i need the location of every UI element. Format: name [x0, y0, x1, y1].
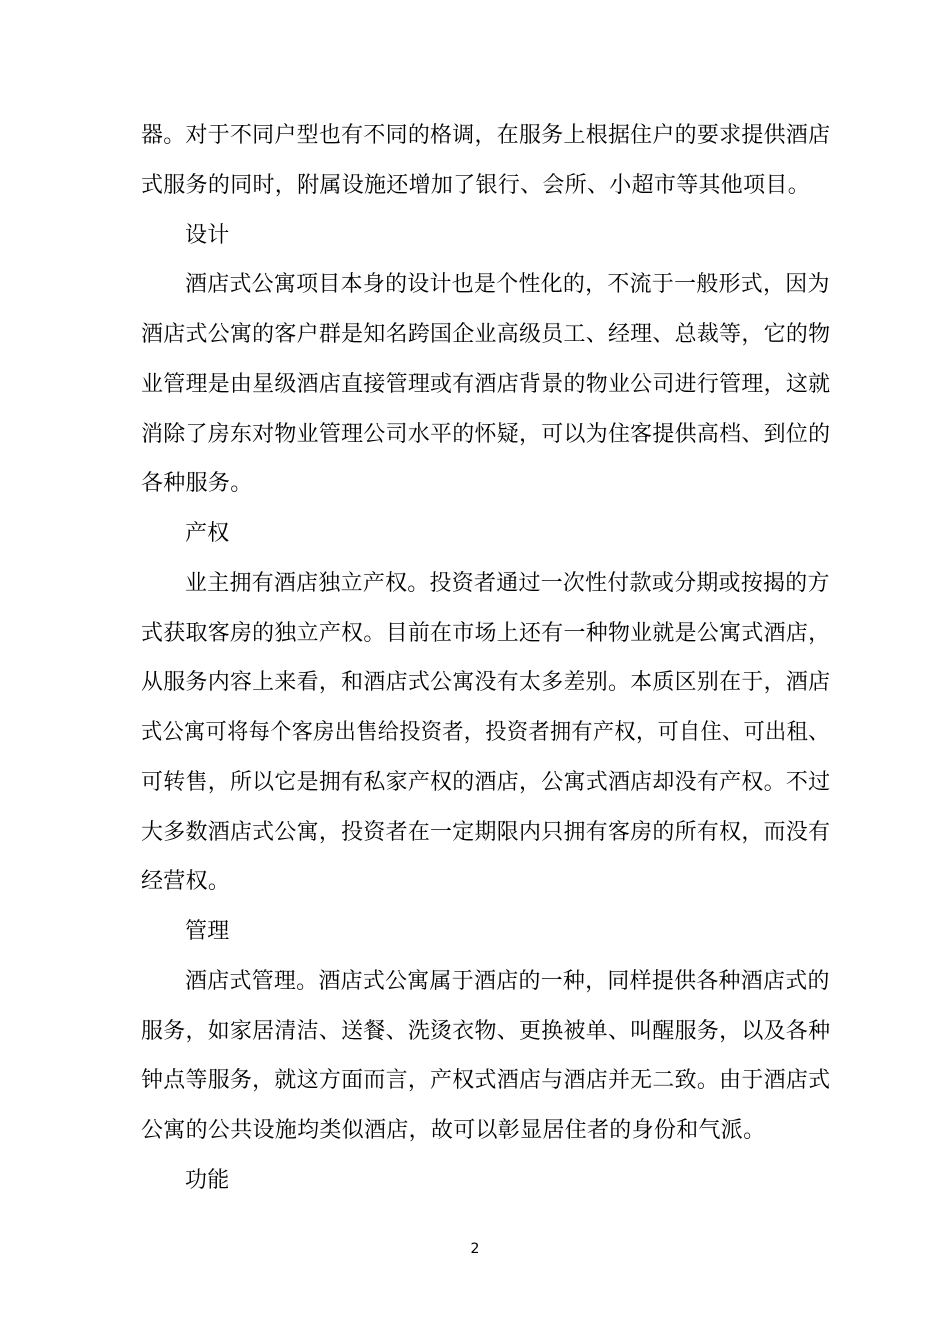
- text-line-9: 式获取客房的独立产权。目前在市场上还有一种物业就是公寓式酒店，: [141, 621, 831, 646]
- text-line-17: 钟点等服务，就这方面而言，产权式酒店与酒店并无二致。由于酒店式: [141, 1068, 831, 1093]
- text-line-14: 经营权。: [141, 869, 231, 894]
- text-line-2: 式服务的同时，附属设施还增加了银行、会所、小超市等其他项目。: [141, 173, 811, 198]
- text-line-8: 业主拥有酒店独立产权。投资者通过一次性付款或分期或按揭的方: [185, 571, 830, 596]
- page-number: 2: [470, 1241, 480, 1257]
- text-line-15: 酒店式管理。酒店式公寓属于酒店的一种，同样提供各种酒店式的: [185, 969, 830, 994]
- text-line-13: 大多数酒店式公寓，投资者在一定期限内只拥有客房的所有权，而没有: [141, 820, 831, 845]
- text-line-18: 公寓的公共设施均类似酒店，故可以彰显居住者的身份和气派。: [141, 1118, 766, 1143]
- text-line-5: 业管理是由星级酒店直接管理或有酒店背景的物业公司进行管理，这就: [141, 372, 831, 397]
- section-heading-function: 功能: [185, 1168, 230, 1193]
- text-line-11: 式公寓可将每个客房出售给投资者，投资者拥有产权，可自住、可出租、: [141, 720, 830, 745]
- text-line-1: 器。对于不同户型也有不同的格调，在服务上根据住户的要求提供酒店: [141, 123, 831, 148]
- text-line-7: 各种服务。: [141, 471, 253, 496]
- text-line-12: 可转售，所以它是拥有私家产权的酒店，公寓式酒店却没有产权。不过: [141, 770, 831, 795]
- text-line-10: 从服务内容上来看，和酒店式公寓没有太多差别。本质区别在于，酒店: [141, 670, 831, 695]
- section-heading-management: 管理: [185, 919, 230, 944]
- text-line-4: 酒店式公寓的客户群是知名跨国企业高级员工、经理、总裁等，它的物: [141, 322, 831, 347]
- text-line-3: 酒店式公寓项目本身的设计也是个性化的，不流于一般形式，因为: [185, 272, 830, 297]
- text-line-16: 服务，如家居清洁、送餐、洗烫衣物、更换被单、叫醒服务，以及各种: [141, 1019, 831, 1044]
- section-heading-property-rights: 产权: [185, 521, 230, 546]
- section-heading-design: 设计: [185, 223, 230, 248]
- text-line-6: 消除了房东对物业管理公司水平的怀疑，可以为住客提供高档、到位的: [141, 422, 831, 447]
